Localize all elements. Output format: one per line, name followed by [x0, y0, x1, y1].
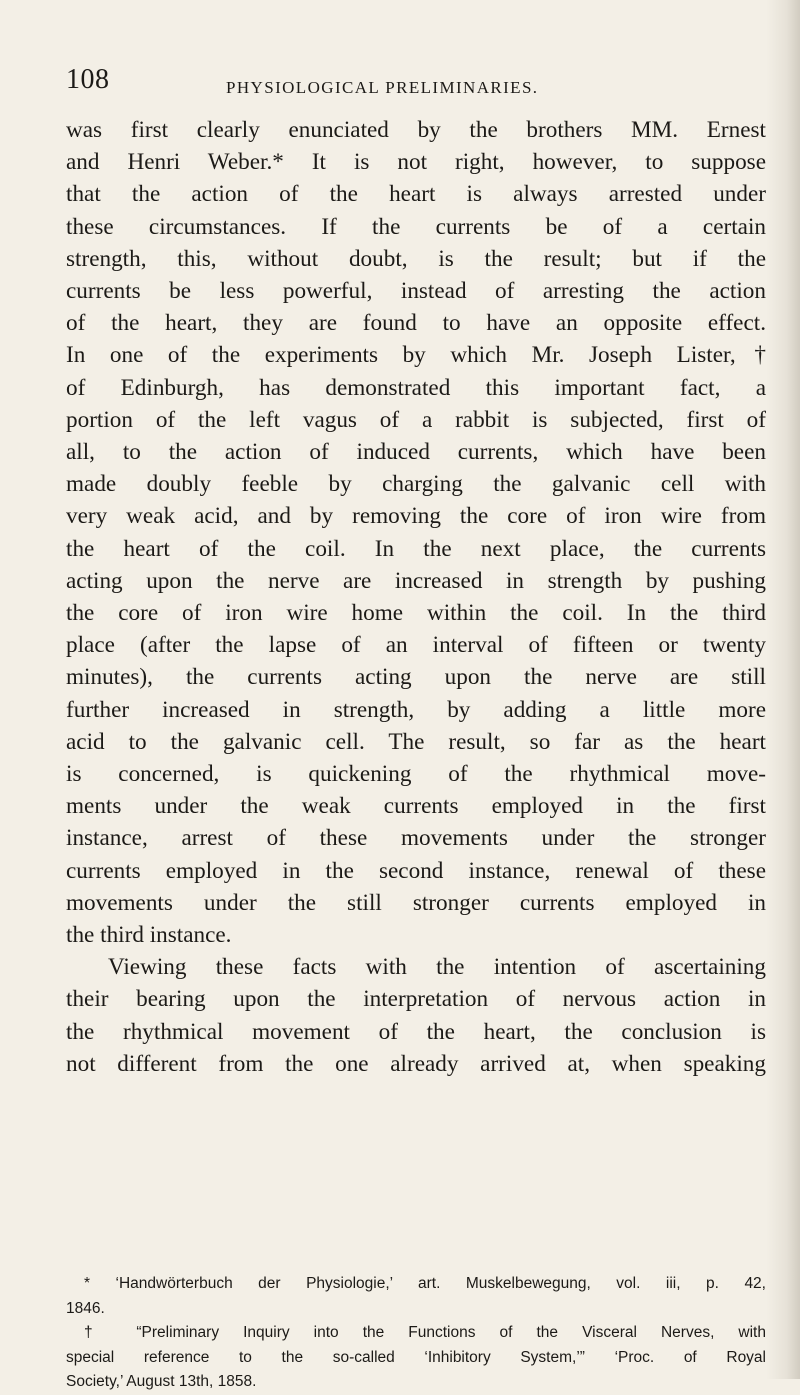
- running-head: PHYSIOLOGICAL PRELIMINARIES.: [226, 78, 539, 97]
- text-line: these circumstances. If the currents be of a certain: [66, 213, 766, 240]
- text-line: the core of iron wire home within the coil. In the third: [66, 600, 766, 627]
- text-line: further increased in strength, by adding a little more: [66, 696, 766, 723]
- text-line: instance, arrest of these movements under the stronger: [66, 825, 766, 852]
- text-line: portion of the left vagus of a rabbit is subjected, first of: [66, 406, 766, 433]
- text-line: of Edinburgh, has demonstrated this important fact, a: [66, 374, 766, 401]
- text-line: acid to the galvanic cell. The result, so far as the heart: [66, 728, 766, 755]
- footnote-1-line: 1846.: [66, 1299, 105, 1317]
- footnote-2-line: special reference to the so-called ‘Inhibitory System,’” ‘Proc. of Royal: [66, 1348, 766, 1366]
- paragraph-end-line: the third instance.: [66, 922, 232, 949]
- text-line: very weak acid, and by removing the core of iron wire from: [66, 503, 766, 530]
- text-line: movements under the still stronger currents employed in: [66, 889, 766, 916]
- page-number: 108: [66, 64, 110, 95]
- text-line: the rhythmical movement of the heart, the conclusion is: [66, 1018, 766, 1045]
- text-line: place (after the lapse of an interval of fifteen or twenty: [66, 632, 766, 659]
- text-line: currents employed in the second instance, renewal of these: [66, 857, 766, 884]
- footnote-2-line: † “Preliminary Inquiry into the Functions of the Visceral Nerves, with: [84, 1324, 766, 1341]
- text-line: that the action of the heart is always arrested under: [66, 181, 766, 208]
- text-line: made doubly feeble by charging the galvanic cell with: [66, 471, 766, 498]
- text-line: is concerned, is quickening of the rhythmical move-: [66, 761, 766, 788]
- text-line: and Henri Weber.* It is not right, however, to suppose: [66, 149, 766, 176]
- text-line: the heart of the coil. In the next place, the currents: [66, 535, 766, 562]
- footnote-1-line: * ‘Handwörterbuch der Physiologie,’ art. Muskelbewegung, vol. iii, p. 42,: [84, 1275, 766, 1292]
- text-line: ments under the weak currents employed in the first: [66, 793, 766, 820]
- body-text: [66, 114, 766, 1080]
- text-line: currents be less powerful, instead of arresting the action: [66, 278, 766, 305]
- page-header: [66, 64, 766, 110]
- text-line: not different from the one already arrived at, when speaking: [66, 1050, 766, 1077]
- text-line: In one of the experiments by which Mr. Joseph Lister,†: [66, 342, 766, 369]
- footnotes: [66, 1272, 766, 1395]
- paragraph-start-line: Viewing these facts with the intention of ascertaining: [108, 954, 766, 981]
- text-line: was first clearly enunciated by the brothers MM. Ernest: [66, 117, 766, 143]
- text-line: of the heart, they are found to have an opposite effect.: [66, 310, 766, 337]
- page-gutter-shadow: [766, 0, 800, 1379]
- text-line: all, to the action of induced currents, which have been: [66, 439, 766, 466]
- text-line: their bearing upon the interpretation of nervous action in: [66, 986, 766, 1013]
- footnote-2-line: Society,’ August 13th, 1858.: [66, 1373, 257, 1390]
- text-line: acting upon the nerve are increased in strength by pushing: [66, 567, 766, 594]
- text-line: strength, this, without doubt, is the result; but if the: [66, 245, 766, 272]
- text-line: minutes), the currents acting upon the nerve are still: [66, 664, 766, 691]
